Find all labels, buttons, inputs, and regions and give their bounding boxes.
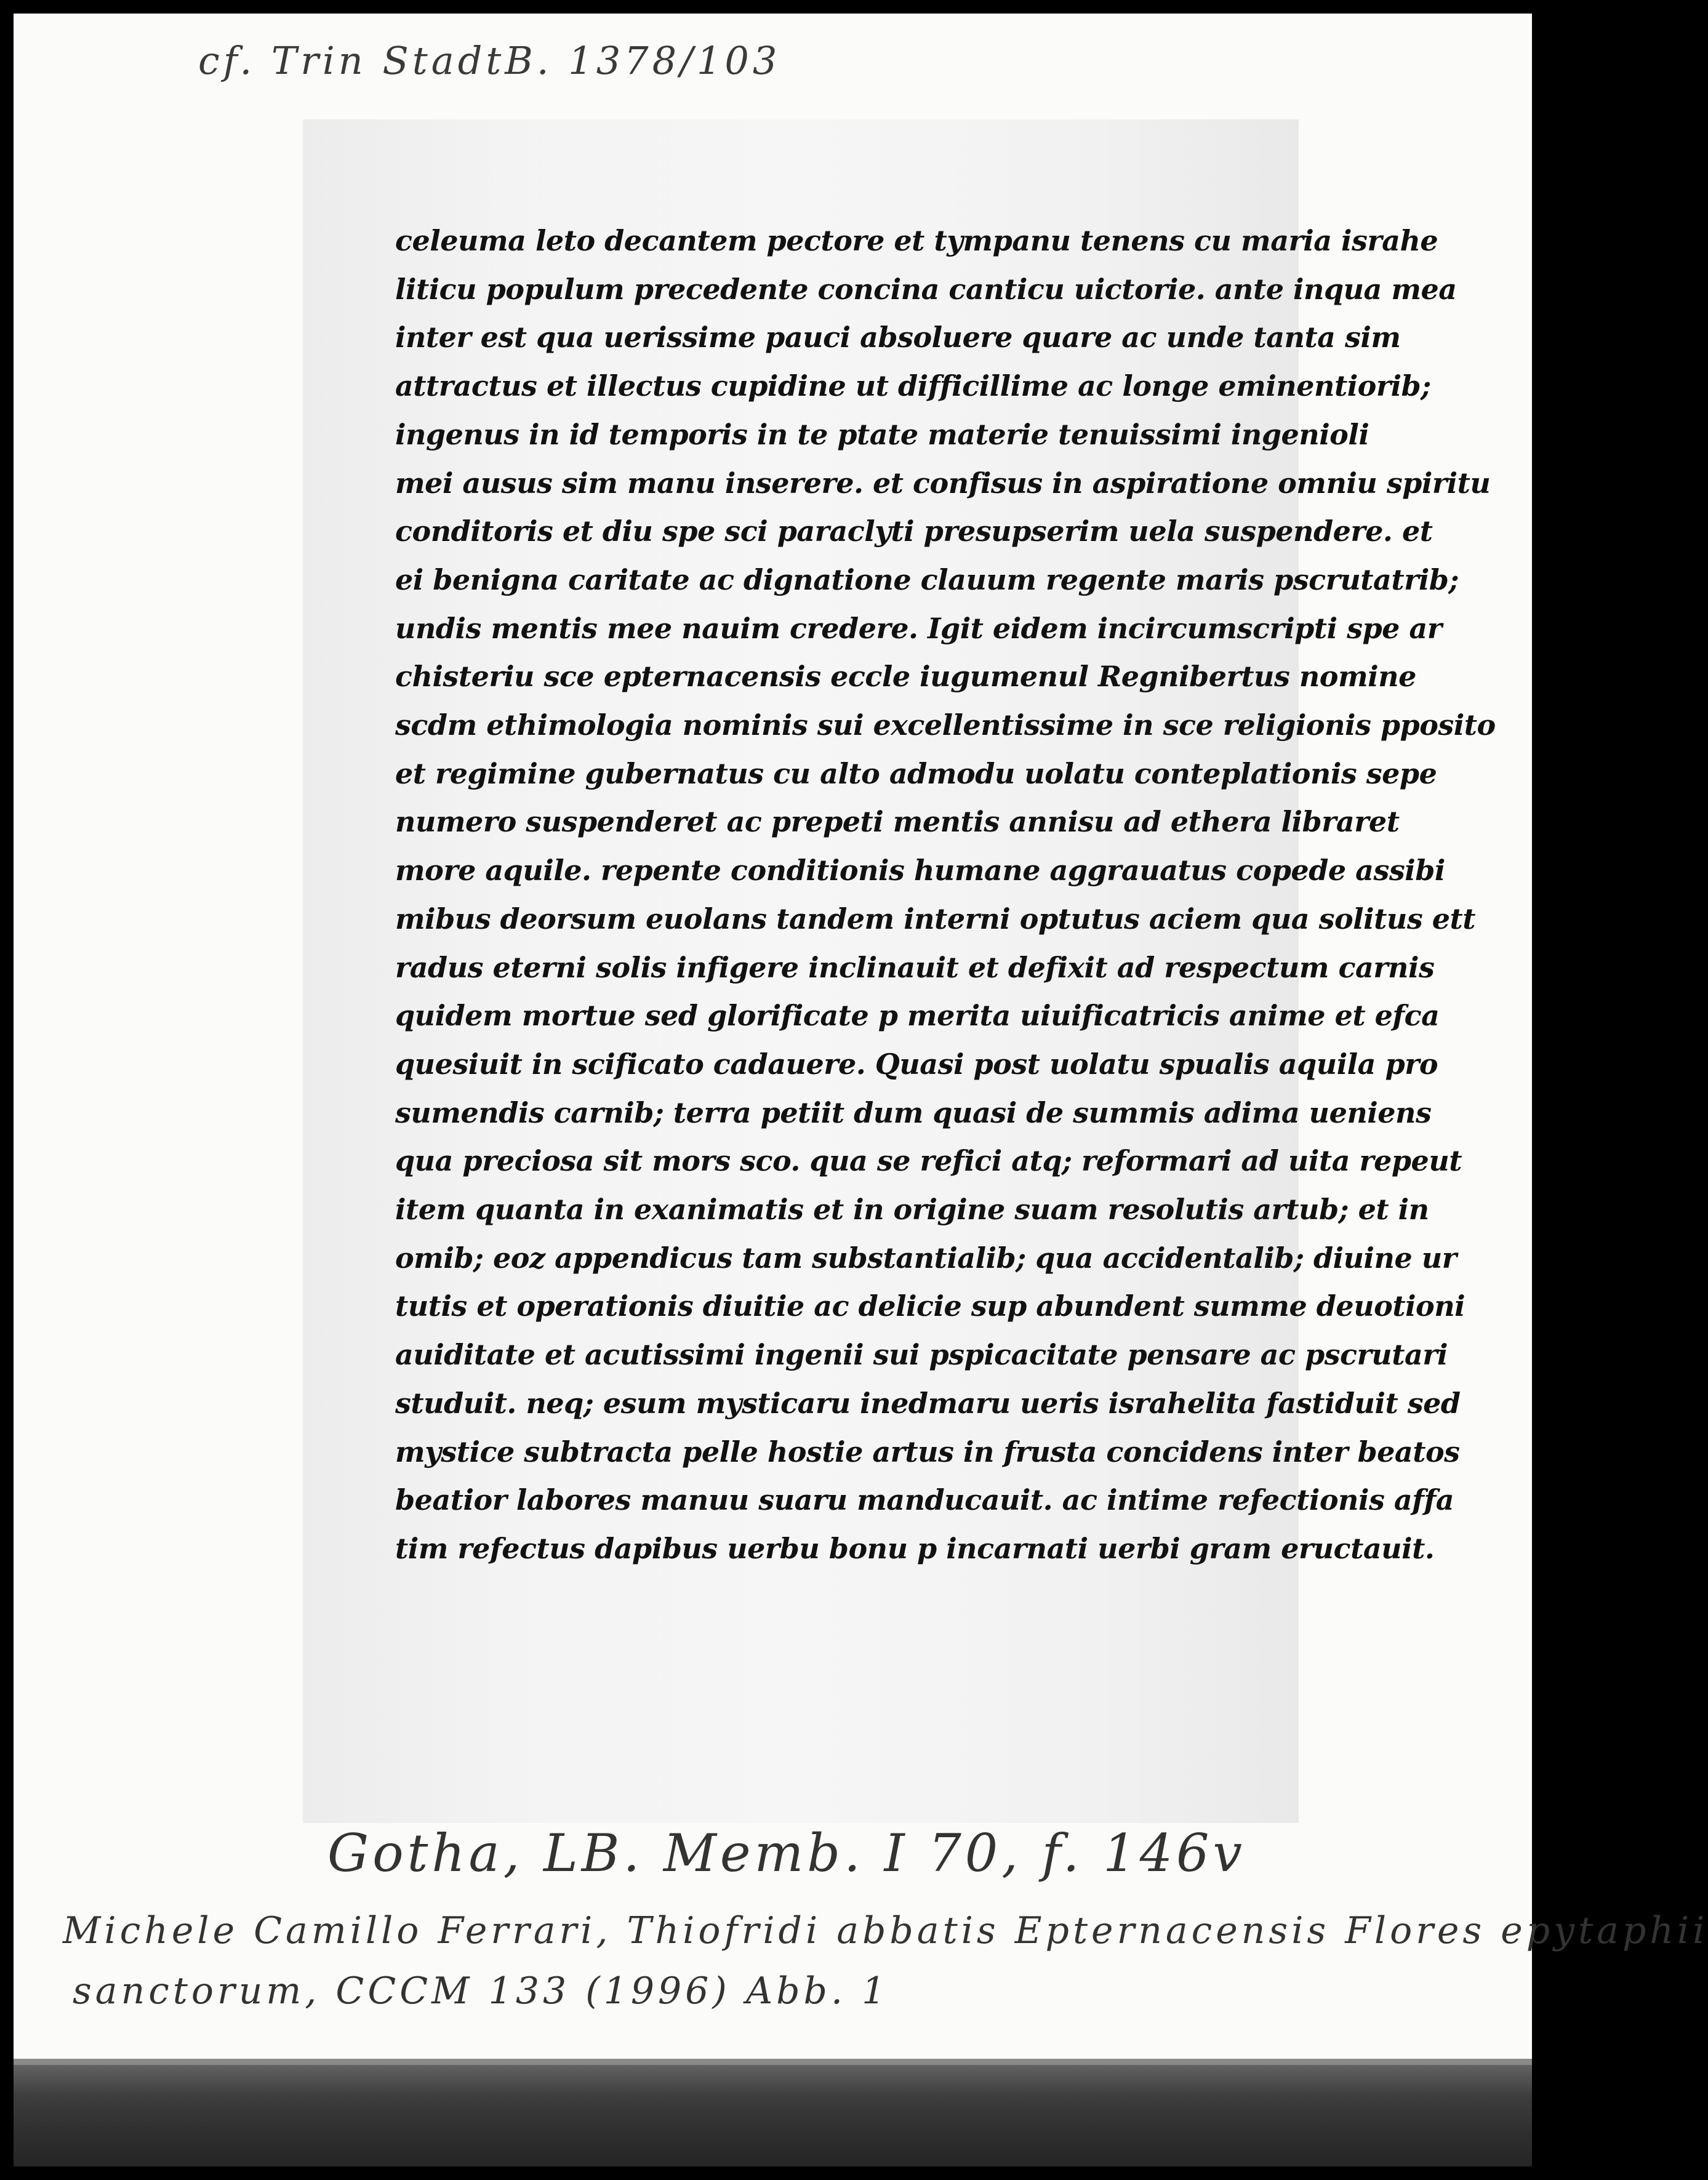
manuscript-line: scdm ethimologia nominis sui excellentissime in sce religionis pposito — [395, 708, 1496, 742]
manuscript-line: auiditate et acutissimi ingenii sui pspicacitate pensare ac pscrutari — [395, 1338, 1448, 1372]
manuscript-line: tim refectus dapibus uerbu bonu p incarnati uerbi gram eructauit. — [395, 1531, 1435, 1565]
manuscript-line: mibus deorsum euolans tandem interni optutus aciem qua solitus ett — [395, 902, 1476, 936]
scanner-shadow-strip — [14, 2059, 1532, 2166]
manuscript-line: celeuma leto decantem pectore et tympanu tenens cu maria israhe — [395, 224, 1438, 257]
manuscript-line: radus eterni solis infigere inclinauit et defixit ad respectum carnis — [395, 950, 1435, 984]
manuscript-line: ei benigna caritate ac dignatione clauum regente maris pscrutatrib; — [395, 563, 1459, 596]
scanned-sheet — [14, 14, 1708, 2166]
manuscript-line: conditoris et diu spe sci paraclyti presupserim uela suspendere. et — [395, 515, 1433, 548]
manuscript-line: numero suspenderet ac prepeti mentis annisu ad ethera libraret — [395, 805, 1400, 839]
manuscript-line: tutis et operationis diuitie ac delicie sup abundent summe deuotioni — [395, 1289, 1465, 1323]
manuscript-line: mystice subtracta pelle hostie artus in frusta concidens inter beatos — [395, 1435, 1460, 1469]
manuscript-line: beatior labores manuu suaru manducauit. ac intime refectionis affa — [395, 1483, 1454, 1517]
citation-line-2: sanctorum, CCCM 133 (1996) Abb. 1 — [73, 1970, 889, 2013]
manuscript-line: ingenus in id temporis in te ptate materie tenuissimi ingenioli — [395, 417, 1369, 451]
manuscript-line: attractus et illectus cupidine ut difficillime ac longe eminentiorib; — [395, 369, 1431, 403]
top-handwritten-note: cf. Trin StadtB. 1378/103 — [198, 38, 781, 83]
manuscript-line: sumendis carnib; terra petiit dum quasi de summis adima ueniens — [395, 1096, 1432, 1129]
citation-line-1: Michele Camillo Ferrari, Thiofridi abbatis Epternacensis Flores epytaphii — [63, 1909, 1708, 1952]
manuscript-line: undis mentis mee nauim credere. Igit eidem incircumscripti spe ar — [395, 611, 1442, 645]
manuscript-plate — [303, 119, 1496, 1823]
manuscript-line: et regimine gubernatus cu alto admodu uolatu conteplationis sepe — [395, 756, 1437, 790]
manuscript-line: chisteriu sce epternacensis eccle iugumenul Regnibertus nomine — [395, 660, 1416, 694]
manuscript-line: more aquile. repente conditionis humane aggrauatus copede assibi — [395, 854, 1445, 888]
manuscript-line: quesiuit in scificato cadauere. Quasi post uolatu spualis aquila pro — [395, 1047, 1438, 1081]
manuscript-line: liticu populum precedente concina canticu uictorie. ante inqua mea — [395, 272, 1457, 306]
manuscript-line: qua preciosa sit mors sco. qua se refici atq; reformari ad uita repeut — [395, 1144, 1462, 1178]
manuscript-line: quidem mortue sed glorificate p merita uiuificatricis anime et efca — [395, 999, 1440, 1033]
manuscript-line: inter est qua uerissime pauci absoluere quare ac unde tanta sim — [395, 321, 1401, 355]
manuscript-line: item quanta in exanimatis et in origine suam resolutis artub; et in — [395, 1193, 1429, 1227]
shelfmark-caption: Gotha, LB. Memb. I 70, f. 146v — [327, 1823, 1246, 1883]
manuscript-line: omib; eoz appendicus tam substantialib; qua accidentalib; diuine ur — [395, 1241, 1457, 1275]
manuscript-line: studuit. neq; esum mysticaru inedmaru ueris israhelita fastiduit sed — [395, 1386, 1461, 1420]
manuscript-line: mei ausus sim manu inserere. et confisus in aspiratione omniu spiritu — [395, 466, 1491, 500]
manuscript-text — [395, 217, 1496, 1573]
